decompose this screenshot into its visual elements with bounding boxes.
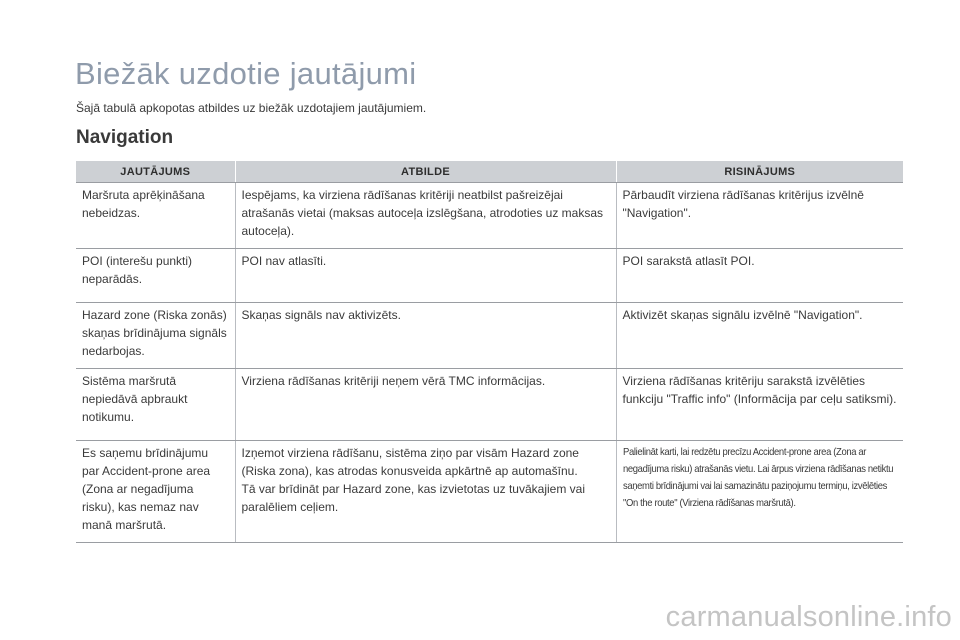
header-question: JAUTĀJUMS bbox=[76, 161, 235, 183]
header-answer: ATBILDE bbox=[235, 161, 616, 183]
question-cell: Maršruta aprēķināšana nebeidzas. bbox=[76, 183, 235, 249]
solution-cell bbox=[616, 441, 903, 543]
faq-table bbox=[76, 161, 903, 543]
header-solution: RISINĀJUMS bbox=[616, 161, 903, 183]
table-header-row bbox=[76, 161, 903, 183]
answer-cell: Iespējams, ka virziena rādīšanas kritēriji neatbilst pašreizējai atrašanās vietai (maksas autoceļa izslēgšana, atrodoties uz maksas autoceļa). bbox=[235, 183, 616, 249]
table-row bbox=[76, 249, 903, 303]
answer-paragraph: Tā var brīdināt par Hazard zone, kas izvietotas uz tuvākajiem vai paralēliem ceļiem. bbox=[241, 482, 585, 514]
table-row bbox=[76, 441, 903, 543]
question-cell: Es saņemu brīdinājumu par Accident-prone area (Zona ar negadījuma risku), kas nemaz nav manā maršrutā. bbox=[76, 441, 235, 543]
table-row bbox=[76, 369, 903, 441]
question-cell: Sistēma maršrutā nepiedāvā apbraukt notikumu. bbox=[76, 369, 235, 441]
solution-text: Palielināt karti, lai redzētu precīzu Accident-prone area (Zona ar negadījuma risku) atrašanās vietu. Lai ārpus virziena rādīšanas netiktu saņemti brīdinājumi vai lai samazinātu paziņojumu termiņu, izvēlēties "On the route" (Virziena rādīšanas maršrutā). bbox=[622, 446, 893, 509]
table-row bbox=[76, 183, 903, 249]
table-row bbox=[76, 303, 903, 369]
answer-cell bbox=[235, 441, 616, 543]
answer-paragraph: Izņemot virziena rādīšanu, sistēma ziņo par visām Hazard zone (Riska zona), kas atrodas konusveida apkārtnē ap automašīnu. bbox=[241, 446, 579, 478]
section-title: Navigation bbox=[76, 127, 174, 148]
solution-cell: Virziena rādīšanas kritēriju sarakstā izvēlēties funkciju "Traffic info" (Informācija par ceļu satiksmi). bbox=[616, 369, 903, 441]
solution-cell: POI sarakstā atlasīt POI. bbox=[616, 249, 903, 303]
answer-cell: POI nav atlasīti. bbox=[235, 249, 616, 303]
question-cell: POI (interešu punkti) neparādās. bbox=[76, 249, 235, 303]
solution-cell: Aktivizēt skaņas signālu izvēlnē "Navigation". bbox=[616, 303, 903, 369]
answer-cell: Virziena rādīšanas kritēriji neņem vērā TMC informācijas. bbox=[235, 369, 616, 441]
question-cell: Hazard zone (Riska zonās) skaņas brīdinājuma signāls nedarbojas. bbox=[76, 303, 235, 369]
answer-cell: Skaņas signāls nav aktivizēts. bbox=[235, 303, 616, 369]
page-subtitle: Šajā tabulā apkopotas atbildes uz biežāk uzdotajiem jautājumiem. bbox=[76, 101, 427, 115]
page-title: Biežāk uzdotie jautājumi bbox=[75, 56, 417, 91]
watermark: carmanualsonline.info bbox=[665, 601, 952, 633]
solution-cell: Pārbaudīt virziena rādīšanas kritērijus izvēlnē "Navigation". bbox=[616, 183, 903, 249]
